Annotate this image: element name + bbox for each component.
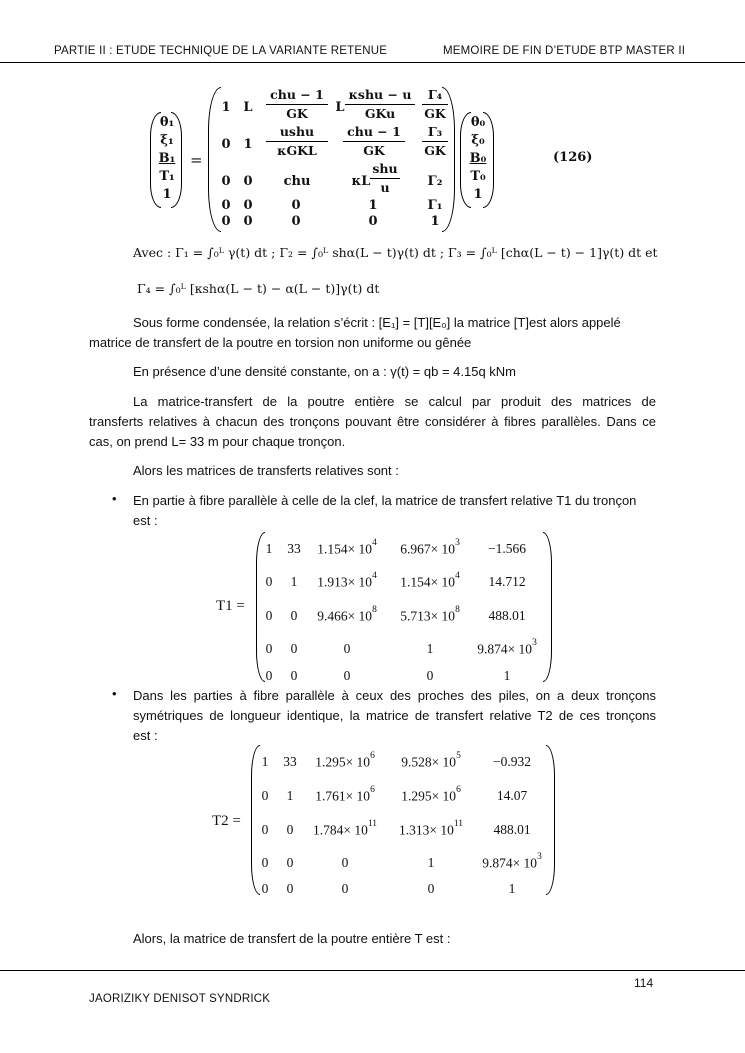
bullet-1-line-2: est : xyxy=(133,513,158,528)
p-matrice-line-3: cas, on prend L= 33 m pour chaque tronçon. xyxy=(89,434,346,449)
t1-cell-r2-c1: 0 xyxy=(265,574,273,589)
equation-number: (126) xyxy=(553,150,593,165)
m-r4-c5: Γ₁ xyxy=(427,198,443,213)
rhs-b0: B₀ xyxy=(469,151,487,166)
avec-line-2: Γ₄ = ∫₀ᴸ [κshα(L − t) − α(L − t)]γ(t) dt xyxy=(137,281,380,296)
t1-cell-r4-c4: 1 xyxy=(426,641,434,656)
t1-label: T1 = xyxy=(216,598,245,614)
m-r1-c1: 1 xyxy=(221,100,231,115)
bullet-1-line-1: En partie à fibre parallèle à celle de la clef, la matrice de transfert relative T1 du tronçon xyxy=(133,493,637,508)
lhs-xi1: ξ₁ xyxy=(160,133,174,148)
t2-cell-r5-c2: 0 xyxy=(286,881,294,896)
t1-cell-r3-c1: 0 xyxy=(265,608,273,623)
m-r2-c4-num: chu − 1 xyxy=(343,123,405,142)
t2-cell-r2-c1: 0 xyxy=(261,788,269,803)
t2-cell-r3-c1: 0 xyxy=(261,822,269,837)
rhs-t0: T₀ xyxy=(470,169,486,184)
t2-cell-r5-c1: 0 xyxy=(261,881,269,896)
m-r2-c5-den: GK xyxy=(424,143,446,158)
bullet-2-line-1: Dans les parties à fibre parallèle à ceux des proches des piles, on a deux tronçons xyxy=(133,688,656,703)
t1-cell-r3-c3: $9.466\times 10^8$ xyxy=(317,605,377,624)
t1-cell-r2-c5: 14.712 xyxy=(488,574,526,589)
t2-cell-r4-c4: 1 xyxy=(427,855,435,870)
m-r5-c3: 0 xyxy=(291,214,301,229)
p-final: Alors, la matrice de transfert de la poutre entière T est : xyxy=(133,931,451,946)
m-r3-c4-num: shu xyxy=(370,160,400,179)
t1-right-paren xyxy=(543,532,552,682)
t2-cell-r4-c2: 0 xyxy=(286,855,294,870)
t2-cell-r1-c2: 33 xyxy=(283,754,297,769)
rhs-one: 1 xyxy=(473,187,483,202)
t1-cell-r1-c2: 33 xyxy=(287,541,301,556)
equals-sign: = xyxy=(190,151,203,169)
m-r2-c4 xyxy=(343,123,405,160)
m-r3-c4-den: u xyxy=(380,180,390,195)
m-r2-c5-num: Γ₃ xyxy=(422,123,448,142)
m-r2-c3 xyxy=(266,123,328,160)
t1-cell-r4-c1: 0 xyxy=(265,641,273,656)
m-r2-c3-num: ushu xyxy=(266,123,328,142)
m-r5-c2: 0 xyxy=(243,214,253,229)
bullet-2-line-2: symétriques de longueur identique, la matrice de transfert relative T2 de ces tronçons xyxy=(133,708,656,723)
m-r5-c1: 0 xyxy=(221,214,231,229)
avec-line-1: Avec : Γ₁ = ∫₀ᴸ γ(t) dt ; Γ₂ = ∫₀ᴸ shα(L − t)γ(t) dt ; Γ₃ = ∫₀ᴸ [chα(L − t) − 1]γ(t) dt et xyxy=(133,245,658,260)
t1-cell-r5-c1: 0 xyxy=(265,668,273,683)
m-r1-c4-den: GKu xyxy=(364,106,396,121)
t2-cell-r3-c2: 0 xyxy=(286,822,294,837)
t1-cell-r2-c2: 1 xyxy=(290,574,298,589)
header-left: PARTIE II : ETUDE TECHNIQUE DE LA VARIANTE RETENUE xyxy=(54,45,388,57)
t2-cell-r3-c3: $1.784\times 10^{11}$ xyxy=(312,819,378,838)
t2-cell-r2-c4: $1.295\times 10^6$ xyxy=(401,785,461,804)
footer-author: JAORIZIKY DENISOT SYNDRICK xyxy=(89,993,271,1005)
lhs-b1: B₁ xyxy=(158,151,176,166)
m-r1-c5-den: GK xyxy=(424,106,446,121)
m-r4-c4: 1 xyxy=(368,198,378,213)
m-r3-c4 xyxy=(370,160,400,197)
bullet-2-line-3: est : xyxy=(133,728,158,743)
t1-cell-r5-c3: 0 xyxy=(343,668,351,683)
t2-cell-r4-c1: 0 xyxy=(261,855,269,870)
t2-cell-r1-c1: 1 xyxy=(261,754,269,769)
m-r3-c5: Γ₂ xyxy=(427,174,443,189)
t1-cell-r3-c2: 0 xyxy=(290,608,298,623)
m-r2-c1: 0 xyxy=(221,137,231,152)
rhs-theta0: θ₀ xyxy=(470,115,486,130)
t1-cell-r4-c5: $9.874\times 10^3$ xyxy=(477,638,537,657)
m-r3-c3: chu xyxy=(283,174,311,189)
m-r5-c5: 1 xyxy=(430,214,440,229)
lhs-t1: T₁ xyxy=(159,169,175,184)
m-r2-c2: 1 xyxy=(243,137,253,152)
t2-cell-r3-c5: 488.01 xyxy=(493,822,531,837)
bullet-2-marker: • xyxy=(112,686,117,701)
t1-cell-r4-c2: 0 xyxy=(290,641,298,656)
t1-cell-r5-c4: 0 xyxy=(426,668,434,683)
t2-cell-r1-c5: −0.932 xyxy=(493,754,531,769)
t2-cell-r1-c4: $9.528\times 10^5$ xyxy=(401,751,461,770)
m-r5-c4: 0 xyxy=(368,214,378,229)
lhs-one: 1 xyxy=(162,187,172,202)
m-r1-c3 xyxy=(266,86,328,123)
t2-cell-r4-c5: $9.874\times 10^3$ xyxy=(482,852,542,871)
p-condensee-line-1: Sous forme condensée, la relation s’écrit : [E₁] = [T][E₀] la matrice [T]est alors appelé xyxy=(133,315,621,330)
t1-cell-r5-c5: 1 xyxy=(503,668,511,683)
t2-cell-r1-c3: $1.295\times 10^6$ xyxy=(315,751,375,770)
footer-rule xyxy=(0,970,745,971)
p-matrice-line-2: transferts relatives à chacun des tronçons pouvant être considérer à fibres parallèles. Dans ce xyxy=(89,414,656,429)
m-r4-c2: 0 xyxy=(243,198,253,213)
t1-cell-r2-c4: $1.154\times 10^4$ xyxy=(400,571,460,590)
m-r3-c2: 0 xyxy=(243,174,253,189)
bullet-1-marker: • xyxy=(112,491,117,506)
page-number: 114 xyxy=(634,976,654,990)
t1-cell-r2-c3: $1.913\times 10^4$ xyxy=(317,571,377,590)
p-alors: Alors les matrices de transferts relatives sont : xyxy=(133,463,399,478)
t1-cell-r4-c3: 0 xyxy=(343,641,351,656)
t2-cell-r5-c5: 1 xyxy=(508,881,516,896)
m-r1-c4 xyxy=(345,86,415,123)
m-r3-c4-factor: κL xyxy=(351,174,371,189)
p-matrice-line-1: La matrice-transfert de la poutre entière se calcul par produit des matrices de xyxy=(133,394,656,409)
t1-cell-r3-c4: $5.713\times 10^8$ xyxy=(400,605,460,624)
rhs-xi0: ξ₀ xyxy=(471,133,485,148)
header-rule xyxy=(0,62,745,63)
t2-label: T2 = xyxy=(212,813,241,829)
t2-cell-r5-c4: 0 xyxy=(427,881,435,896)
m-r2-c3-den: κGKL xyxy=(277,143,317,158)
t1-cell-r1-c4: $6.967\times 10^3$ xyxy=(400,538,460,557)
m-r4-c1: 0 xyxy=(221,198,231,213)
m-r1-c2: L xyxy=(243,100,253,115)
t1-cell-r1-c5: −1.566 xyxy=(488,541,526,556)
m-r1-c5-num: Γ₄ xyxy=(422,86,448,105)
t1-cell-r1-c3: $1.154\times 10^4$ xyxy=(317,538,377,557)
t1-cell-r3-c5: 488.01 xyxy=(488,608,526,623)
lhs-theta1: θ₁ xyxy=(159,115,175,130)
m-r1-c3-num: chu − 1 xyxy=(266,86,328,105)
m-r1-c3-den: GK xyxy=(286,106,308,121)
m-r3-c1: 0 xyxy=(221,174,231,189)
m-r1-c4-num: κshu − u xyxy=(345,86,415,105)
m-r2-c5 xyxy=(422,123,448,160)
t2-cell-r4-c3: 0 xyxy=(341,855,349,870)
t2-cell-r3-c4: $1.313\times 10^{11}$ xyxy=(398,819,464,838)
t2-cell-r5-c3: 0 xyxy=(341,881,349,896)
header-right: MEMOIRE DE FIN D’ETUDE BTP MASTER II xyxy=(443,45,686,57)
t1-cell-r5-c2: 0 xyxy=(290,668,298,683)
t2-cell-r2-c5: 14.07 xyxy=(496,788,528,803)
t2-cell-r2-c3: $1.761\times 10^6$ xyxy=(315,785,375,804)
m-r4-c3: 0 xyxy=(291,198,301,213)
m-r1-c5 xyxy=(422,86,448,123)
t1-cell-r1-c1: 1 xyxy=(265,541,273,556)
p-densite: En présence d’une densité constante, on a : γ(t) = qb = 4.15q kNm xyxy=(133,364,517,379)
p-condensee-line-2: matrice de transfert de la poutre en torsion non uniforme ou gênée xyxy=(89,335,472,350)
m-r2-c4-den: GK xyxy=(363,143,385,158)
m-r1-c4-factor: L xyxy=(335,100,345,115)
t2-cell-r2-c2: 1 xyxy=(286,788,294,803)
